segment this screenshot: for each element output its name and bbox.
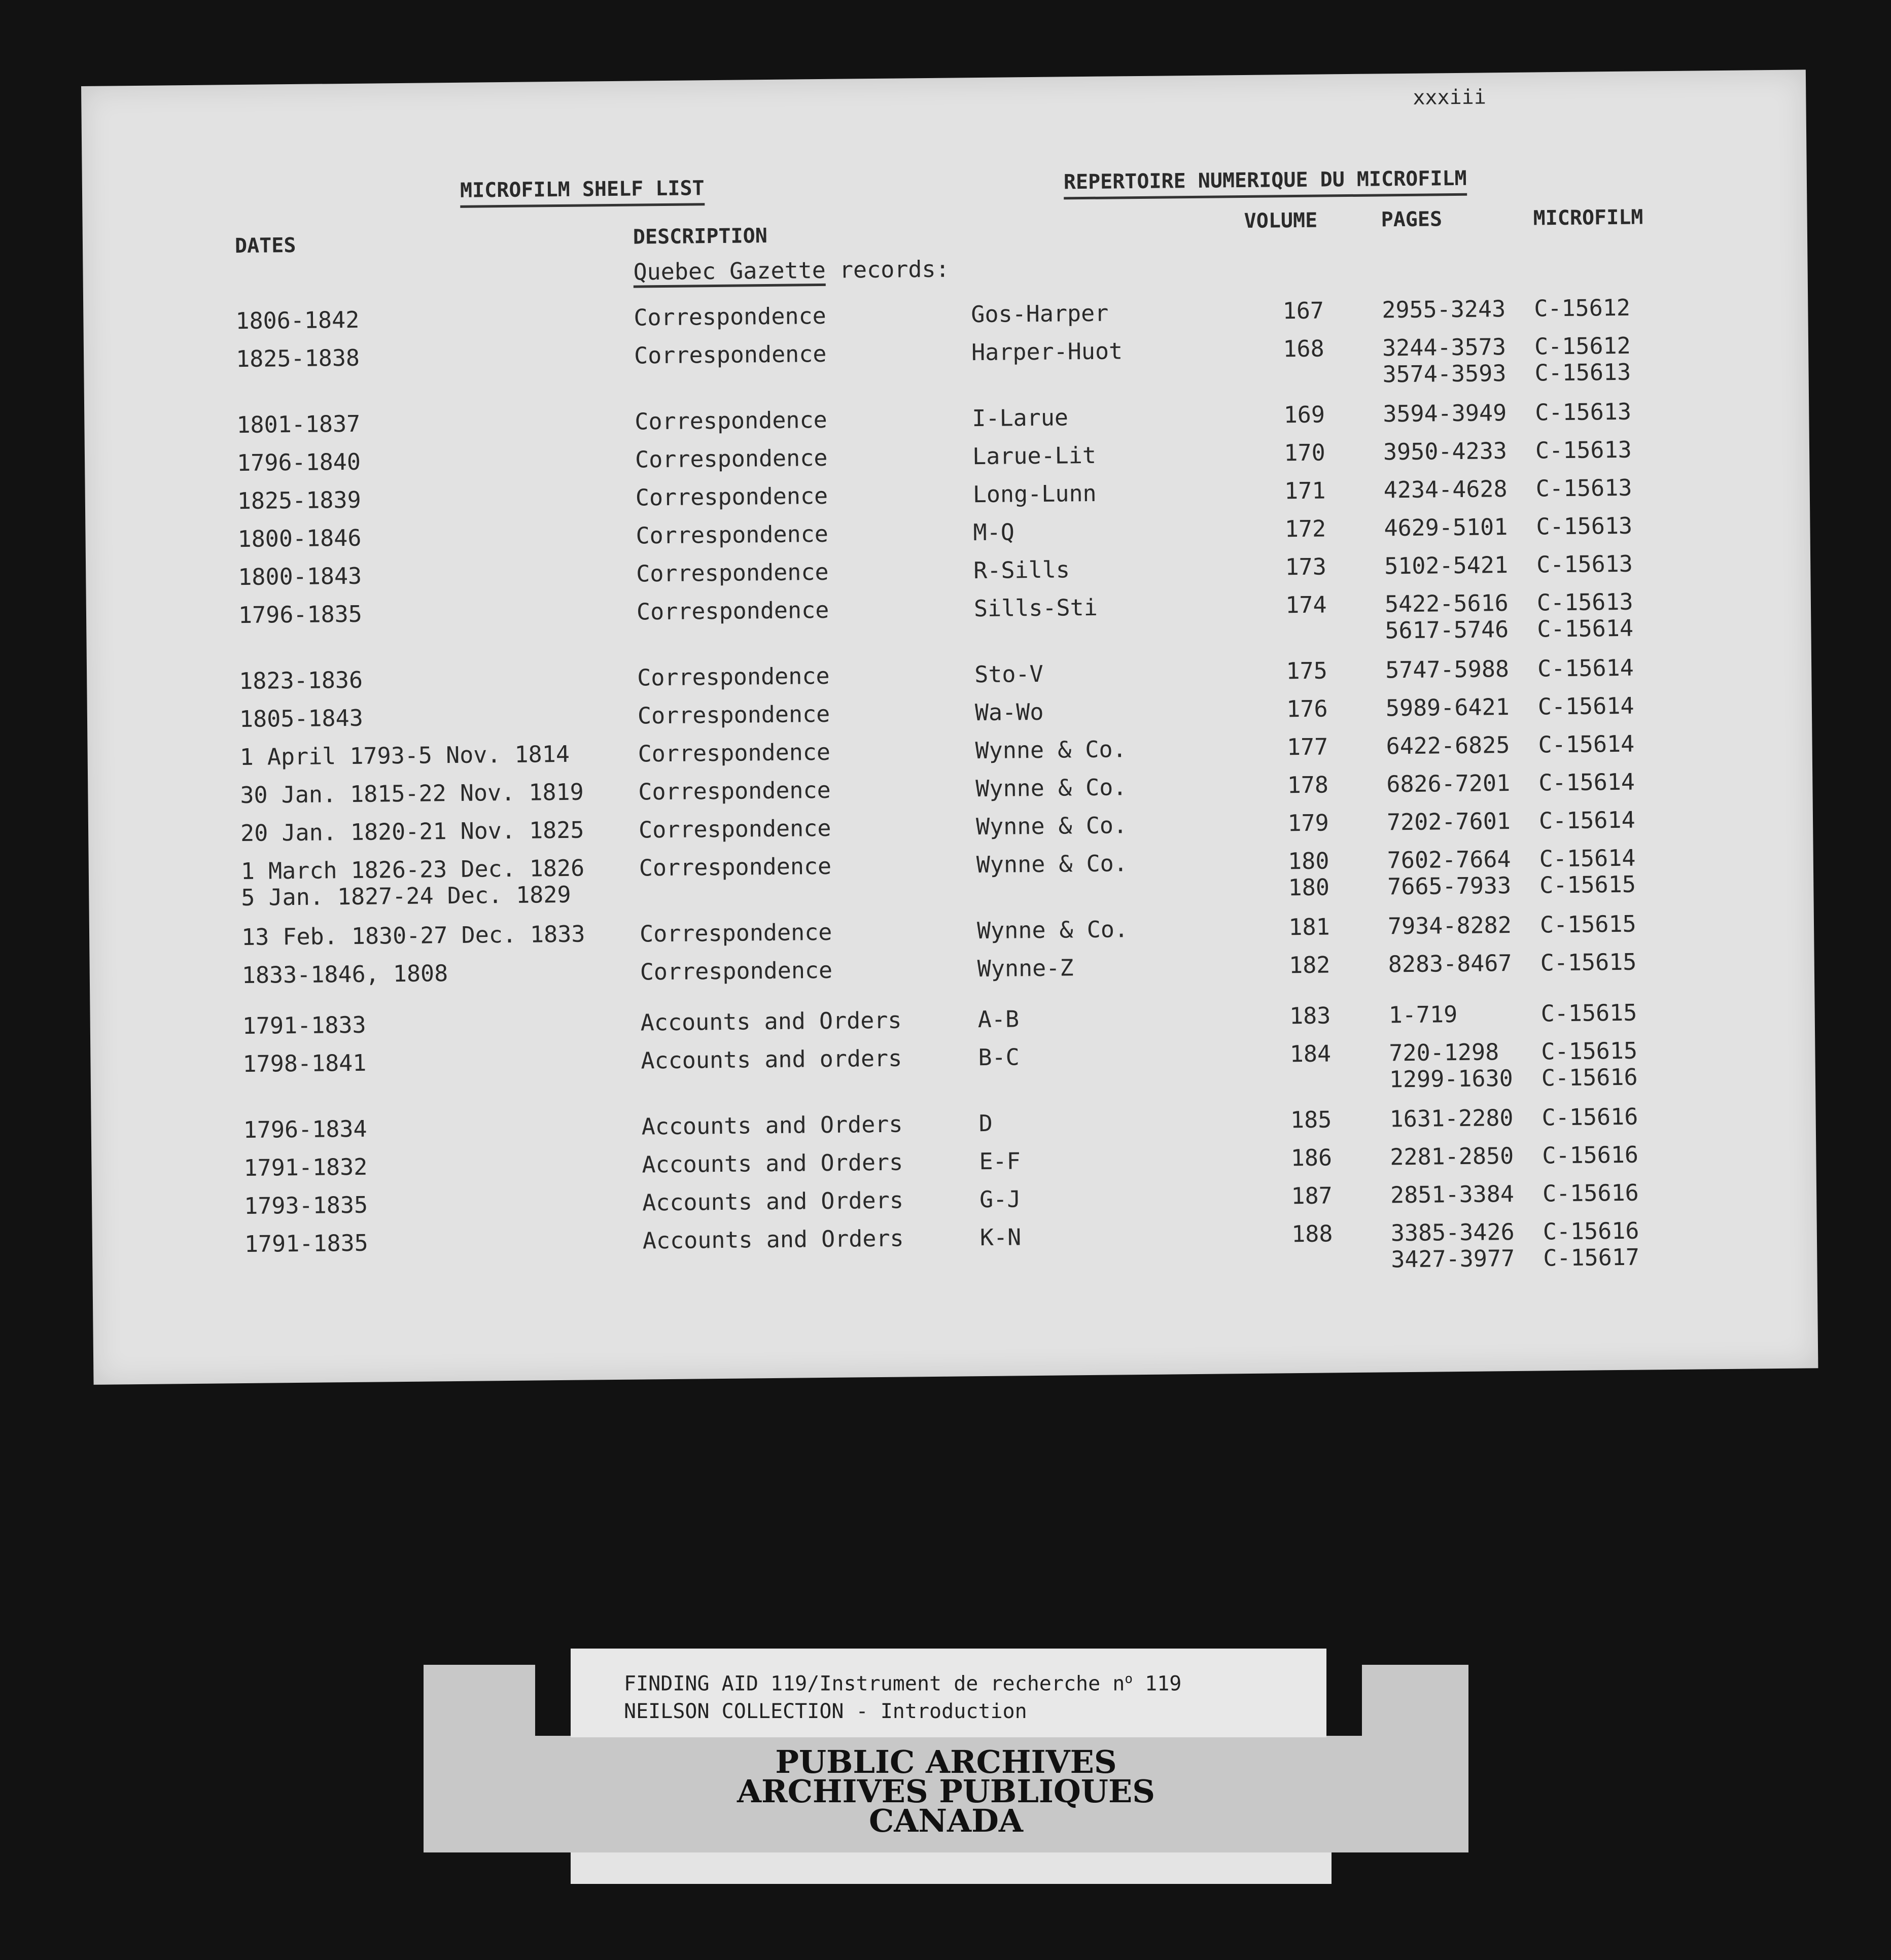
row-pages-line: 720-1298 xyxy=(1389,1038,1499,1067)
row-range: Gos-Harper xyxy=(971,299,1109,328)
row-microfilm xyxy=(1540,911,1636,938)
archives-line-3: CANADA xyxy=(868,1802,1024,1839)
row-microfilm-line: C-15616 xyxy=(1543,1217,1639,1245)
row-pages xyxy=(1383,438,1507,465)
row-microfilm-line: C-15613 xyxy=(1534,358,1631,387)
row-microfilm xyxy=(1540,949,1636,976)
row-dates-line: 1798-1841 xyxy=(242,1049,367,1078)
row-microfilm xyxy=(1538,693,1634,720)
row-volume-line: 175 xyxy=(1286,657,1328,685)
row-microfilm-line: C-15614 xyxy=(1537,654,1634,682)
row-pages xyxy=(1384,514,1508,541)
row-microfilm-line: C-15616 xyxy=(1541,1063,1638,1092)
row-range: A-B xyxy=(977,1005,1020,1033)
row-microfilm-line: C-15612 xyxy=(1534,332,1631,360)
row-dates-line: 1823-1836 xyxy=(239,666,363,695)
row-microfilm xyxy=(1540,1000,1637,1027)
row-microfilm xyxy=(1542,1142,1638,1169)
document-sheet xyxy=(81,69,1818,1385)
row-pages-line: 3594-3949 xyxy=(1383,399,1507,428)
row-volume-line: 182 xyxy=(1288,951,1330,979)
row-microfilm xyxy=(1537,655,1634,682)
row-dates-line: 1825-1838 xyxy=(235,344,360,373)
header-microfilm: MICROFILM xyxy=(1533,205,1643,230)
label-tab-left xyxy=(535,1665,571,1736)
row-range: D xyxy=(978,1109,993,1137)
row-dates xyxy=(242,960,448,989)
row-volume xyxy=(1271,401,1337,428)
row-volume xyxy=(1272,515,1338,542)
row-pages-line: 7934-8282 xyxy=(1387,912,1512,940)
row-dates-line: 1796-1834 xyxy=(243,1115,367,1144)
row-volume-line: 173 xyxy=(1285,553,1327,581)
row-dates-line: 30 Jan. 1815-22 Nov. 1819 xyxy=(240,778,584,809)
row-dates-line: 1791-1835 xyxy=(244,1229,369,1258)
row-microfilm-line: C-15616 xyxy=(1542,1179,1639,1207)
row-microfilm-line: C-15614 xyxy=(1538,730,1635,758)
row-pages xyxy=(1390,1143,1514,1170)
label-tab-right xyxy=(1326,1665,1362,1736)
row-dates-line: 1800-1843 xyxy=(238,562,362,591)
row-volume xyxy=(1272,439,1338,466)
row-description: Correspondence xyxy=(640,956,833,986)
row-pages xyxy=(1383,400,1507,427)
row-microfilm-line: C-15612 xyxy=(1534,294,1631,322)
row-pages-line: 7602-7664 xyxy=(1387,846,1511,874)
row-pages xyxy=(1382,296,1505,323)
row-pages xyxy=(1388,1001,1457,1028)
row-volume xyxy=(1277,1040,1343,1067)
row-volume-line: 169 xyxy=(1283,401,1325,429)
archives-line-1: PUBLIC ARCHIVES xyxy=(775,1743,1117,1780)
row-volume xyxy=(1271,335,1337,362)
row-dates-line: 5 Jan. 1827-24 Dec. 1829 xyxy=(241,881,571,912)
row-microfilm xyxy=(1539,845,1636,899)
row-pages-line: 5422-5616 xyxy=(1384,589,1509,618)
row-dates-line: 1 March 1826-23 Dec. 1826 xyxy=(240,854,585,885)
row-microfilm xyxy=(1539,807,1635,834)
row-description: Correspondence xyxy=(638,776,831,806)
row-pages xyxy=(1386,732,1510,759)
row-description: Correspondence xyxy=(637,700,830,729)
row-dates xyxy=(244,1230,368,1257)
row-volume-line: 188 xyxy=(1291,1220,1333,1248)
row-microfilm-line: C-15615 xyxy=(1540,999,1637,1027)
row-description: Correspondence xyxy=(635,482,828,511)
row-volume-line: 183 xyxy=(1289,1002,1331,1030)
row-description: Correspondence xyxy=(638,814,831,844)
row-microfilm-line: C-15614 xyxy=(1538,768,1635,796)
row-description: Correspondence xyxy=(639,918,832,948)
header-description: DESCRIPTION xyxy=(633,224,768,249)
row-microfilm-line: C-15617 xyxy=(1543,1243,1640,1272)
row-pages xyxy=(1384,476,1508,503)
row-pages-line: 4234-4628 xyxy=(1383,475,1508,504)
row-microfilm-line: C-15613 xyxy=(1535,474,1632,502)
row-volume-line: 180 xyxy=(1287,847,1329,875)
row-range: Harper-Huot xyxy=(971,337,1123,366)
row-range: Larue-Lit xyxy=(972,441,1097,470)
row-description: Correspondence xyxy=(639,852,832,882)
row-pages-line: 3950-4233 xyxy=(1383,437,1508,466)
row-description: Correspondence xyxy=(634,340,827,369)
row-microfilm-line: C-15615 xyxy=(1539,910,1636,938)
row-microfilm-line: C-15616 xyxy=(1542,1141,1639,1169)
row-volume xyxy=(1276,848,1342,901)
row-microfilm xyxy=(1536,551,1633,578)
row-volume xyxy=(1278,1106,1344,1133)
row-dates xyxy=(241,855,585,911)
row-pages xyxy=(1391,1219,1515,1273)
row-volume-line: 176 xyxy=(1286,695,1328,723)
row-dates xyxy=(235,307,359,334)
row-range: R-Sills xyxy=(973,556,1070,584)
row-pages xyxy=(1384,552,1508,579)
row-pages-line: 1631-2280 xyxy=(1389,1104,1514,1133)
row-microfilm-line: C-15613 xyxy=(1535,436,1632,464)
row-volume xyxy=(1276,952,1342,978)
row-volume-line: 181 xyxy=(1288,913,1330,941)
header-dates: DATES xyxy=(234,233,296,258)
row-dates xyxy=(242,1012,366,1039)
row-pages xyxy=(1386,694,1510,721)
row-microfilm xyxy=(1535,475,1632,502)
row-description: Correspondence xyxy=(636,558,829,587)
row-pages-line: 2955-3243 xyxy=(1382,295,1506,324)
row-microfilm-line: C-15613 xyxy=(1536,550,1633,578)
row-pages-line: 1299-1630 xyxy=(1389,1064,1513,1093)
row-dates-line: 1833-1846, 1808 xyxy=(241,960,448,989)
row-dates-line: 1 April 1793-5 Nov. 1814 xyxy=(239,740,570,771)
row-volume xyxy=(1277,1002,1343,1029)
row-dates-line: 1806-1842 xyxy=(235,306,360,335)
row-pages-line: 7202-7601 xyxy=(1386,808,1511,836)
row-microfilm-line: C-15615 xyxy=(1540,948,1637,976)
row-volume xyxy=(1278,1144,1344,1171)
row-pages xyxy=(1390,1181,1514,1208)
row-pages-line: 5617-5746 xyxy=(1385,616,1509,644)
row-range: Long-Lunn xyxy=(972,479,1097,508)
row-range: Wynne & Co. xyxy=(976,916,1129,944)
row-volume-line: 168 xyxy=(1283,335,1324,363)
row-pages-line: 3574-3593 xyxy=(1382,360,1507,388)
row-dates xyxy=(243,1116,367,1143)
row-pages-line: 1-719 xyxy=(1388,1001,1458,1029)
row-dates xyxy=(237,449,361,476)
row-description: Correspondence xyxy=(636,520,829,549)
row-pages xyxy=(1387,808,1511,835)
row-volume xyxy=(1275,772,1341,798)
row-volume-line: 174 xyxy=(1285,591,1327,619)
finding-aid-text xyxy=(624,1665,1181,1726)
row-microfilm-line: C-15614 xyxy=(1537,614,1634,643)
row-pages-line: 6826-7201 xyxy=(1386,769,1511,798)
row-description: Correspondence xyxy=(637,662,830,691)
row-pages-line: 3427-3977 xyxy=(1391,1244,1515,1273)
row-pages xyxy=(1388,950,1512,977)
row-dates xyxy=(237,487,361,514)
row-dates-line: 1825-1839 xyxy=(237,486,361,515)
row-dates xyxy=(240,817,584,847)
row-range: K-N xyxy=(979,1223,1022,1251)
right-title: REPERTOIRE NUMERIQUE DU MICROFILM xyxy=(1064,167,1467,194)
row-dates xyxy=(239,705,363,732)
row-dates xyxy=(236,345,360,372)
row-dates-line: 1805-1843 xyxy=(239,704,364,733)
row-volume-line: 171 xyxy=(1284,477,1326,505)
page-number: xxxiii xyxy=(1413,85,1487,110)
row-range: G-J xyxy=(979,1185,1021,1213)
row-microfilm xyxy=(1535,399,1631,426)
row-microfilm xyxy=(1543,1218,1640,1272)
left-title: MICROFILM SHELF LIST xyxy=(460,177,705,202)
row-dates-line: 1801-1837 xyxy=(236,410,361,439)
row-microfilm-line: C-15613 xyxy=(1536,512,1633,540)
row-dates xyxy=(244,1192,368,1219)
row-description: Accounts and Orders xyxy=(640,1006,902,1036)
header-volume: VOLUME xyxy=(1244,208,1318,233)
row-pages xyxy=(1382,334,1507,388)
row-range: I-Larue xyxy=(972,404,1069,432)
row-dates-line: 1796-1835 xyxy=(238,600,363,629)
section-title-underlined: Quebec Gazette xyxy=(633,257,826,288)
row-range: Sto-V xyxy=(974,660,1043,688)
row-microfilm xyxy=(1534,295,1630,322)
row-volume-line: 185 xyxy=(1290,1106,1332,1134)
row-volume-line: 180 xyxy=(1288,873,1330,901)
row-dates xyxy=(243,1154,367,1181)
row-dates-line: 1793-1835 xyxy=(243,1191,368,1220)
row-pages-line: 6422-6825 xyxy=(1386,731,1510,760)
row-dates xyxy=(239,667,363,694)
row-range: B-C xyxy=(978,1043,1020,1071)
row-volume-line: 179 xyxy=(1287,809,1329,837)
row-microfilm-line: C-15615 xyxy=(1539,870,1636,899)
row-description: Correspondence xyxy=(634,302,826,331)
row-dates xyxy=(237,525,361,552)
row-microfilm-line: C-15613 xyxy=(1535,398,1632,426)
row-pages-line: 7665-7933 xyxy=(1387,872,1512,900)
archives-stamp xyxy=(424,1743,1468,1839)
row-volume xyxy=(1279,1220,1345,1247)
row-dates-line: 1791-1832 xyxy=(243,1153,368,1182)
row-microfilm xyxy=(1538,769,1635,796)
row-pages xyxy=(1389,1039,1513,1093)
row-microfilm-line: C-15615 xyxy=(1541,1037,1638,1065)
row-microfilm-line: C-15613 xyxy=(1536,588,1633,616)
row-description: Accounts and Orders xyxy=(641,1110,903,1140)
row-dates xyxy=(240,779,584,809)
row-dates xyxy=(238,563,362,590)
row-description: Accounts and orders xyxy=(641,1044,902,1074)
row-pages-line: 3385-3426 xyxy=(1390,1218,1515,1247)
row-volume xyxy=(1273,591,1339,618)
row-dates xyxy=(241,921,585,951)
row-pages xyxy=(1386,770,1510,797)
row-microfilm xyxy=(1536,513,1632,540)
row-pages-line: 5102-5421 xyxy=(1384,551,1509,580)
row-dates-line: 13 Feb. 1830-27 Dec. 1833 xyxy=(241,920,585,951)
row-pages xyxy=(1385,656,1509,683)
row-microfilm-line: C-15614 xyxy=(1537,692,1634,720)
row-pages-line: 5989-6421 xyxy=(1385,693,1510,722)
row-volume-line: 187 xyxy=(1291,1182,1333,1210)
header-pages: PAGES xyxy=(1381,207,1443,232)
row-range: E-F xyxy=(979,1147,1021,1175)
row-volume-line: 167 xyxy=(1282,297,1324,325)
row-dates xyxy=(238,601,362,628)
row-volume-line: 186 xyxy=(1290,1144,1333,1172)
section-title: Quebec Gazette records: xyxy=(633,256,950,286)
row-volume xyxy=(1276,914,1342,940)
row-volume xyxy=(1270,297,1336,324)
row-dates xyxy=(236,411,360,438)
row-pages-line: 2281-2850 xyxy=(1390,1142,1514,1171)
row-microfilm-line: C-15616 xyxy=(1542,1103,1638,1131)
archives-line-2: ARCHIVES PUBLIQUES xyxy=(737,1773,1155,1810)
row-range: M-Q xyxy=(973,518,1015,546)
row-pages-line: 4629-5101 xyxy=(1384,513,1508,542)
row-volume xyxy=(1273,553,1339,580)
row-pages-line: 3244-3573 xyxy=(1382,333,1507,362)
row-description: Accounts and Orders xyxy=(642,1186,904,1216)
row-volume-line: 177 xyxy=(1286,733,1328,761)
row-pages xyxy=(1387,846,1512,900)
row-volume xyxy=(1272,477,1338,504)
row-pages xyxy=(1388,912,1512,939)
row-volume-line: 178 xyxy=(1287,771,1329,799)
row-microfilm-line: C-15614 xyxy=(1538,806,1635,834)
row-dates-line: 1796-1840 xyxy=(236,448,361,477)
row-description: Correspondence xyxy=(635,406,827,435)
row-dates-line: 1800-1846 xyxy=(237,524,362,553)
row-pages-line: 5747-5988 xyxy=(1385,655,1510,684)
row-microfilm-line: C-15614 xyxy=(1539,844,1636,872)
row-pages xyxy=(1389,1105,1513,1132)
row-volume-line: 172 xyxy=(1284,515,1326,543)
row-range: Wa-Wo xyxy=(974,698,1044,726)
row-volume xyxy=(1279,1182,1345,1209)
row-volume xyxy=(1274,695,1340,722)
row-microfilm xyxy=(1542,1104,1638,1131)
row-pages-line: 8283-8467 xyxy=(1388,950,1512,978)
row-volume xyxy=(1274,733,1340,760)
row-volume xyxy=(1275,810,1341,836)
row-dates xyxy=(239,741,570,771)
finding-aid-line2: NEILSON COLLECTION - Introduction xyxy=(624,1700,1027,1724)
row-description: Accounts and Orders xyxy=(642,1224,904,1254)
row-microfilm xyxy=(1541,1038,1638,1092)
row-dates-line: 20 Jan. 1820-21 Nov. 1825 xyxy=(240,816,584,847)
row-range: Wynne & Co. xyxy=(975,812,1128,841)
row-pages xyxy=(1385,590,1509,644)
row-volume xyxy=(1274,657,1340,684)
row-range: Sills-Sti xyxy=(973,593,1098,622)
row-dates-line: 1791-1833 xyxy=(242,1011,366,1040)
row-dates xyxy=(242,1050,366,1077)
row-pages-line: 2851-3384 xyxy=(1390,1180,1515,1209)
row-microfilm xyxy=(1534,333,1631,387)
label-bottom-strip xyxy=(571,1852,1332,1884)
row-range: Wynne & Co. xyxy=(976,850,1128,879)
row-description: Correspondence xyxy=(638,738,831,767)
finding-aid-line1: FINDING AID 119/Instrument de recherche $n^o$ 119 xyxy=(624,1671,1182,1696)
row-description: Correspondence xyxy=(635,444,828,473)
row-microfilm xyxy=(1538,731,1634,758)
row-description: Accounts and Orders xyxy=(642,1148,903,1178)
row-volume-line: 184 xyxy=(1289,1040,1332,1068)
row-volume-line: 170 xyxy=(1284,439,1325,467)
row-range: Wynne & Co. xyxy=(975,774,1127,802)
row-microfilm xyxy=(1537,589,1634,643)
row-description: Correspondence xyxy=(636,596,829,625)
row-microfilm xyxy=(1543,1180,1639,1207)
row-range: Wynne-Z xyxy=(977,954,1074,983)
row-range: Wynne & Co. xyxy=(975,736,1127,764)
row-microfilm xyxy=(1535,437,1632,464)
